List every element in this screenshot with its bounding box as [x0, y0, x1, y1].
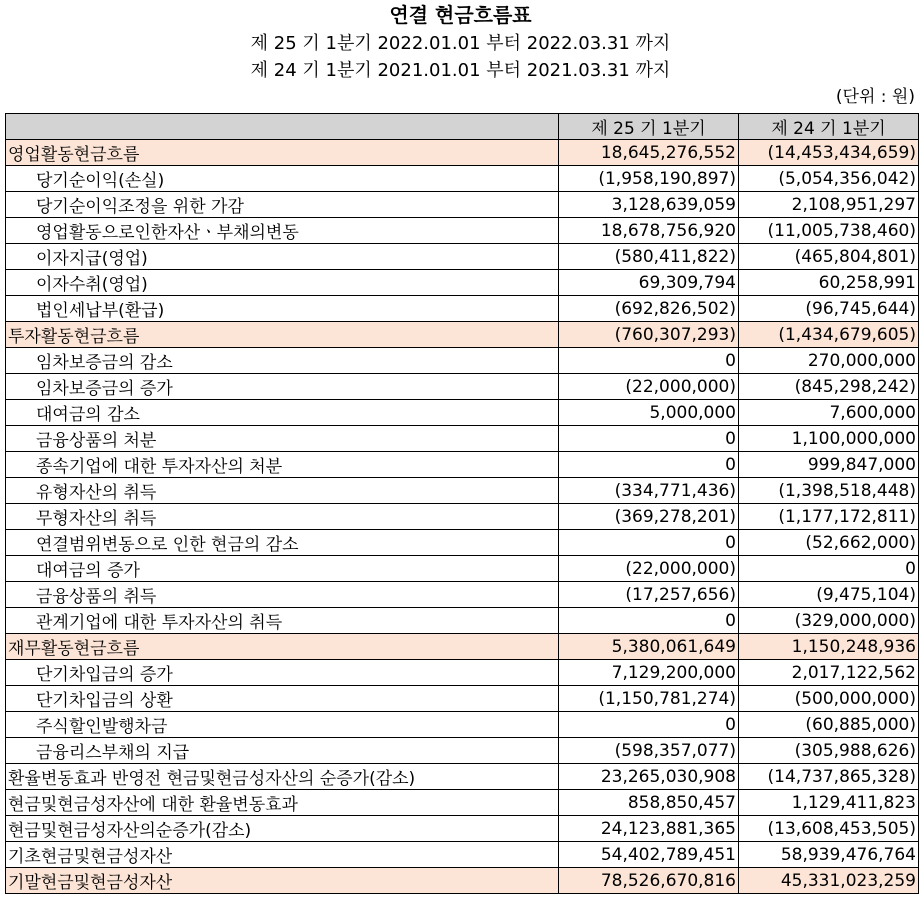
table-row	[6, 348, 919, 374]
table-row	[6, 556, 919, 582]
row-current-value: (692,826,502)	[559, 296, 739, 322]
row-label: 법인세납부(환급)	[6, 296, 559, 322]
row-current-value: 24,123,881,365	[559, 816, 739, 842]
table-row	[6, 634, 919, 660]
row-prior-value: (11,005,738,460)	[739, 218, 919, 244]
row-current-value: 0	[559, 712, 739, 738]
row-current-value: (17,257,656)	[559, 582, 739, 608]
row-current-value: (1,150,781,274)	[559, 686, 739, 712]
table-row	[6, 426, 919, 452]
period-prior: 제 24 기 1분기 2021.01.01 부터 2021.03.31 까지	[250, 60, 671, 81]
table-header-row	[6, 114, 919, 140]
row-current-value: 7,129,200,000	[559, 660, 739, 686]
row-label: 임차보증금의 감소	[6, 348, 559, 374]
row-prior-value: (52,662,000)	[739, 530, 919, 556]
unit-label: (단위 : 원)	[835, 87, 915, 107]
row-prior-value: 1,150,248,936	[739, 634, 919, 660]
table-row	[6, 452, 919, 478]
row-label: 단기차입금의 증가	[6, 660, 559, 686]
row-prior-value: 60,258,991	[739, 270, 919, 296]
row-prior-value: 58,939,476,764	[739, 842, 919, 868]
row-prior-value: 7,600,000	[739, 400, 919, 426]
row-current-value: (1,958,190,897)	[559, 166, 739, 192]
row-prior-value: 2,017,122,562	[739, 660, 919, 686]
row-label: 연결범위변동으로 인한 현금의 감소	[6, 530, 559, 556]
row-prior-value: (1,398,518,448)	[739, 478, 919, 504]
table-row	[6, 842, 919, 868]
table-body	[6, 140, 919, 894]
table-row	[6, 608, 919, 634]
row-prior-value: (500,000,000)	[739, 686, 919, 712]
row-current-value: 5,000,000	[559, 400, 739, 426]
row-current-value: 0	[559, 426, 739, 452]
row-prior-value: (465,804,801)	[739, 244, 919, 270]
row-label: 투자활동현금흐름	[6, 322, 559, 348]
row-current-value: (22,000,000)	[559, 556, 739, 582]
row-label: 주식할인발행차금	[6, 712, 559, 738]
period-current: 제 25 기 1분기 2022.01.01 부터 2022.03.31 까지	[250, 33, 671, 54]
table-row	[6, 530, 919, 556]
row-prior-value: (13,608,453,505)	[739, 816, 919, 842]
row-prior-value: 999,847,000	[739, 452, 919, 478]
table-row	[6, 764, 919, 790]
row-prior-value: (14,453,434,659)	[739, 140, 919, 166]
row-prior-value: (329,000,000)	[739, 608, 919, 634]
table-row	[6, 582, 919, 608]
row-prior-value: (1,177,172,811)	[739, 504, 919, 530]
row-prior-value: (60,885,000)	[739, 712, 919, 738]
statement-title: 연결 현금흐름표	[389, 3, 532, 27]
row-prior-value: 270,000,000	[739, 348, 919, 374]
row-current-value: (334,771,436)	[559, 478, 739, 504]
table-row	[6, 270, 919, 296]
row-current-value: (369,278,201)	[559, 504, 739, 530]
row-current-value: 0	[559, 608, 739, 634]
row-label: 이자지급(영업)	[6, 244, 559, 270]
table-row	[6, 738, 919, 764]
row-current-value: 5,380,061,649	[559, 634, 739, 660]
row-prior-value: (845,298,242)	[739, 374, 919, 400]
row-label: 현금및현금성자산에 대한 환율변동효과	[6, 790, 559, 816]
table-row	[6, 218, 919, 244]
table-row	[6, 790, 919, 816]
header-prior-period: 제 24 기 1분기	[739, 114, 919, 140]
statement-header	[0, 0, 921, 84]
row-current-value: 18,645,276,552	[559, 140, 739, 166]
row-prior-value: (5,054,356,042)	[739, 166, 919, 192]
row-label: 금융리스부채의 지급	[6, 738, 559, 764]
row-label: 금융상품의 취득	[6, 582, 559, 608]
table-row	[6, 140, 919, 166]
row-current-value: 0	[559, 452, 739, 478]
row-label: 기초현금및현금성자산	[6, 842, 559, 868]
row-prior-value: 1,129,411,823	[739, 790, 919, 816]
table-row	[6, 166, 919, 192]
row-current-value: 0	[559, 348, 739, 374]
row-label: 임차보증금의 증가	[6, 374, 559, 400]
table-row	[6, 244, 919, 270]
cash-flow-table	[5, 113, 919, 894]
table-row	[6, 400, 919, 426]
table-row	[6, 868, 919, 894]
row-current-value: (760,307,293)	[559, 322, 739, 348]
row-current-value: 3,128,639,059	[559, 192, 739, 218]
row-label: 대여금의 증가	[6, 556, 559, 582]
table-row	[6, 686, 919, 712]
row-prior-value: 1,100,000,000	[739, 426, 919, 452]
table-row	[6, 816, 919, 842]
row-label: 단기차입금의 상환	[6, 686, 559, 712]
row-label: 무형자산의 취득	[6, 504, 559, 530]
row-label: 유형자산의 취득	[6, 478, 559, 504]
row-prior-value: (9,475,104)	[739, 582, 919, 608]
row-label: 영업활동현금흐름	[6, 140, 559, 166]
row-prior-value: (305,988,626)	[739, 738, 919, 764]
table-row	[6, 374, 919, 400]
table-row	[6, 296, 919, 322]
row-current-value: 69,309,794	[559, 270, 739, 296]
row-current-value: (598,357,077)	[559, 738, 739, 764]
row-label: 현금및현금성자산의순증가(감소)	[6, 816, 559, 842]
row-prior-value: (96,745,644)	[739, 296, 919, 322]
table-row	[6, 322, 919, 348]
row-label: 대여금의 감소	[6, 400, 559, 426]
row-current-value: 18,678,756,920	[559, 218, 739, 244]
row-label: 영업활동으로인한자산ㆍ부채의변동	[6, 218, 559, 244]
table-row	[6, 660, 919, 686]
row-label: 당기순이익(손실)	[6, 166, 559, 192]
row-prior-value: 0	[739, 556, 919, 582]
row-prior-value: (1,434,679,605)	[739, 322, 919, 348]
row-label: 환율변동효과 반영전 현금및현금성자산의 순증가(감소)	[6, 764, 559, 790]
row-current-value: 54,402,789,451	[559, 842, 739, 868]
row-label: 기말현금및현금성자산	[6, 868, 559, 894]
row-current-value: 78,526,670,816	[559, 868, 739, 894]
table-row	[6, 504, 919, 530]
table-row	[6, 712, 919, 738]
row-current-value: (580,411,822)	[559, 244, 739, 270]
row-prior-value: 2,108,951,297	[739, 192, 919, 218]
row-label: 당기순이익조정을 위한 가감	[6, 192, 559, 218]
row-current-value: (22,000,000)	[559, 374, 739, 400]
row-prior-value: 45,331,023,259	[739, 868, 919, 894]
row-label: 관계기업에 대한 투자자산의 취득	[6, 608, 559, 634]
row-current-value: 23,265,030,908	[559, 764, 739, 790]
row-current-value: 0	[559, 530, 739, 556]
header-label	[6, 114, 559, 140]
row-prior-value: (14,737,865,328)	[739, 764, 919, 790]
table-row	[6, 192, 919, 218]
row-label: 종속기업에 대한 투자자산의 처분	[6, 452, 559, 478]
row-label: 금융상품의 처분	[6, 426, 559, 452]
row-current-value: 858,850,457	[559, 790, 739, 816]
header-current-period: 제 25 기 1분기	[559, 114, 739, 140]
table-row	[6, 478, 919, 504]
row-label: 이자수취(영업)	[6, 270, 559, 296]
row-label: 재무활동현금흐름	[6, 634, 559, 660]
